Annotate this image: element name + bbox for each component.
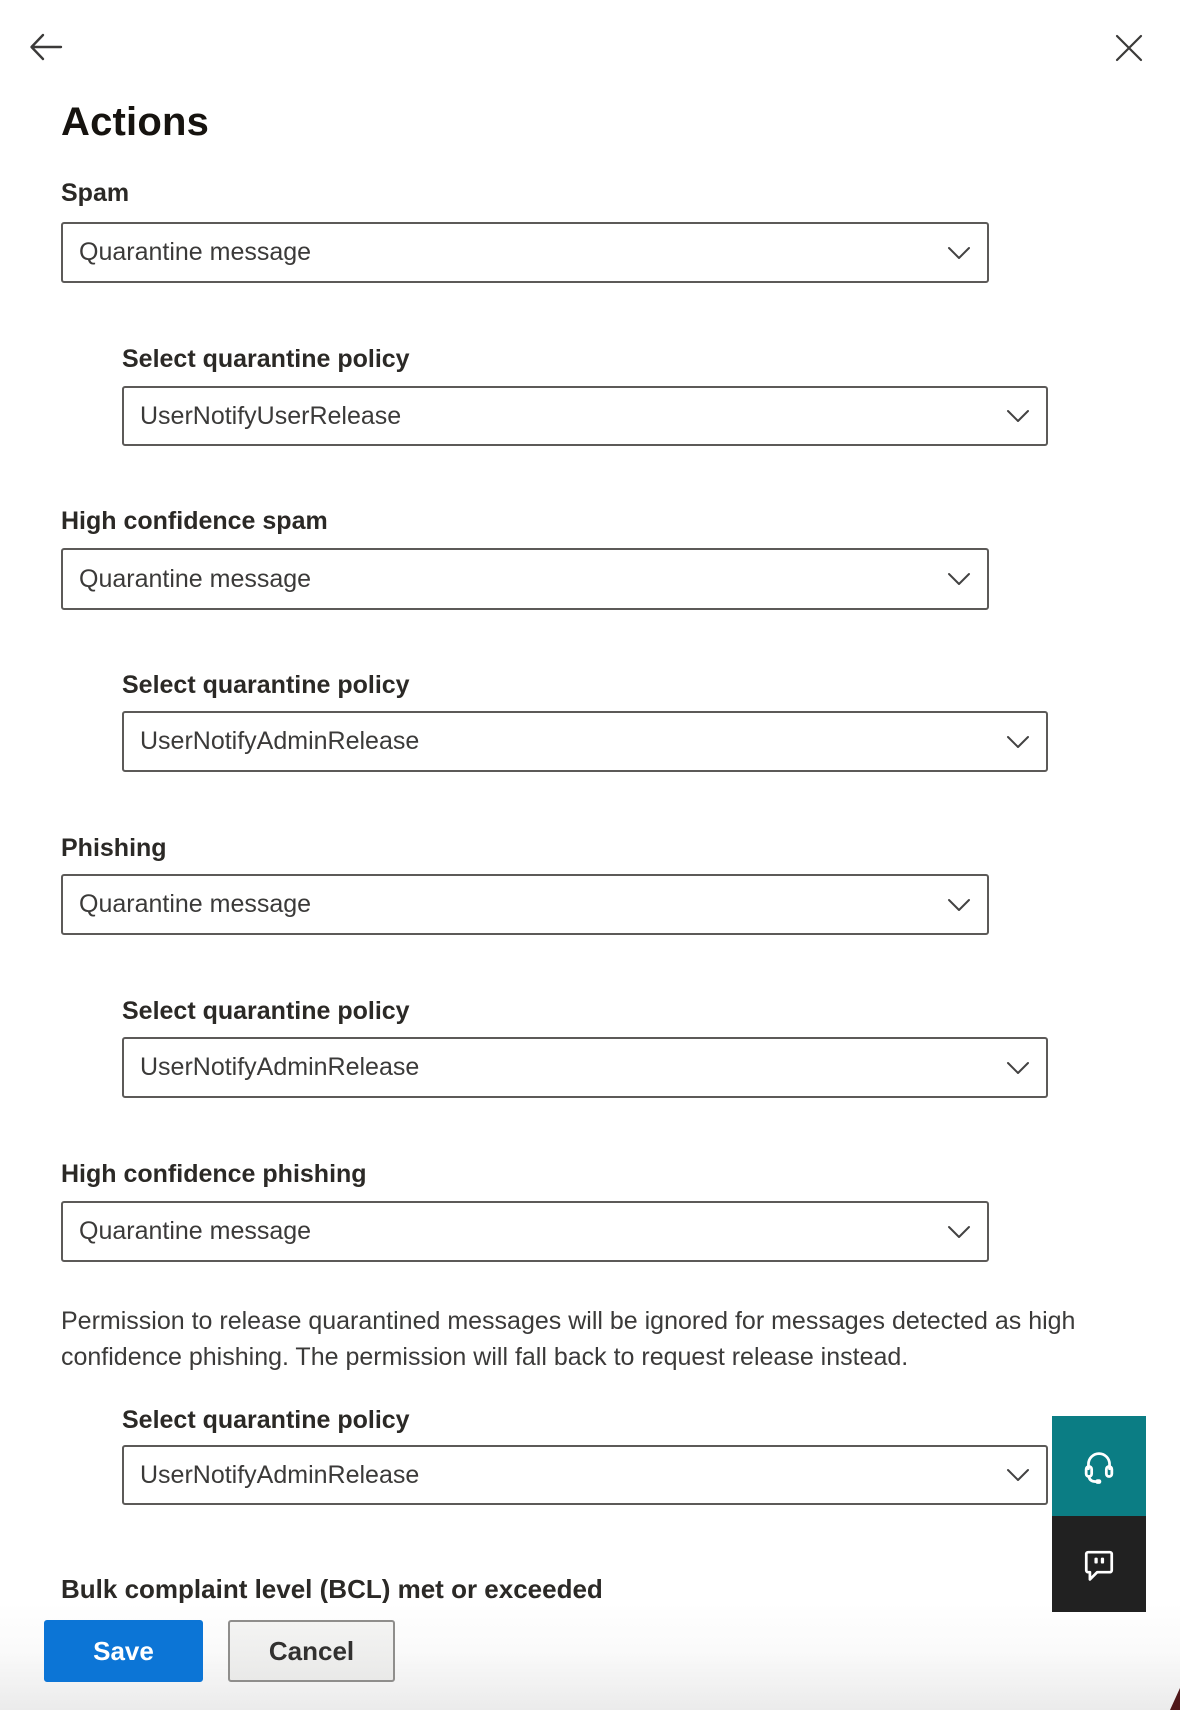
dropdown-selected-value: UserNotifyUserRelease <box>140 401 402 430</box>
high-confidence-spam-action-label: High confidence spam <box>61 507 328 535</box>
high-confidence-spam-quarantine-policy-label: Select quarantine policy <box>122 671 410 699</box>
phishing-action-label: Phishing <box>61 834 167 862</box>
chevron-down-icon <box>947 898 971 911</box>
cancel-button[interactable]: Cancel <box>228 1620 395 1682</box>
high-confidence-spam-quarantine-policy-dropdown[interactable] <box>122 711 1048 772</box>
phishing-quarantine-policy-label: Select quarantine policy <box>122 997 410 1025</box>
phishing-action-dropdown[interactable] <box>61 874 989 935</box>
dropdown-selected-value: Quarantine message <box>79 238 312 266</box>
chevron-down-icon <box>1006 1061 1030 1074</box>
headset-icon <box>1077 1444 1121 1488</box>
dropdown-selected-value: UserNotifyAdminRelease <box>140 1053 420 1081</box>
spam-action-label: Spam <box>61 179 130 207</box>
comment-bubble-icon <box>1079 1544 1119 1584</box>
high-confidence-spam-action-dropdown[interactable] <box>61 548 989 610</box>
close-icon <box>1114 34 1144 62</box>
page-title: Actions <box>61 100 210 144</box>
chevron-down-icon <box>947 246 971 259</box>
save-button[interactable]: Save <box>44 1620 203 1682</box>
chevron-down-icon <box>947 573 971 586</box>
chevron-down-icon <box>1006 735 1030 748</box>
high-confidence-phishing-note: Permission to release quarantined messages will be ignored for messages detected as high confidence phishing. The permission will fall back to request release instead. <box>61 1307 1076 1371</box>
footer-bar <box>0 1603 1180 1710</box>
bulk-complaint-level-heading-text: Bulk complaint level (BCL) met or exceeded <box>61 1574 603 1603</box>
chevron-down-icon <box>1006 1469 1030 1482</box>
close-button[interactable] <box>1112 32 1146 64</box>
back-button[interactable] <box>28 30 64 64</box>
high-confidence-phishing-action-label: High confidence phishing <box>61 1160 367 1188</box>
spam-quarantine-policy-dropdown[interactable] <box>122 386 1048 446</box>
chevron-down-icon <box>1006 410 1030 423</box>
high-confidence-phishing-quarantine-policy-dropdown[interactable] <box>122 1445 1048 1505</box>
spam-quarantine-policy-label: Select quarantine policy <box>122 345 410 373</box>
dropdown-selected-value: UserNotifyAdminRelease <box>140 1460 420 1489</box>
dropdown-selected-value: Quarantine message <box>79 564 312 593</box>
spam-action-dropdown[interactable] <box>61 222 989 283</box>
feedback-widget-button[interactable] <box>1052 1516 1146 1612</box>
bulk-complaint-level-heading <box>61 1572 961 1603</box>
dropdown-selected-value: Quarantine message <box>79 890 312 918</box>
dropdown-selected-value: Quarantine message <box>79 1217 312 1245</box>
high-confidence-phishing-action-dropdown[interactable] <box>61 1201 989 1262</box>
support-widget-button[interactable] <box>1052 1416 1146 1516</box>
chevron-down-icon <box>947 1225 971 1238</box>
dropdown-selected-value: UserNotifyAdminRelease <box>140 727 420 755</box>
phishing-quarantine-policy-dropdown[interactable] <box>122 1037 1048 1098</box>
arrow-left-icon <box>28 31 64 63</box>
high-confidence-phishing-quarantine-policy-label: Select quarantine policy <box>122 1406 410 1434</box>
